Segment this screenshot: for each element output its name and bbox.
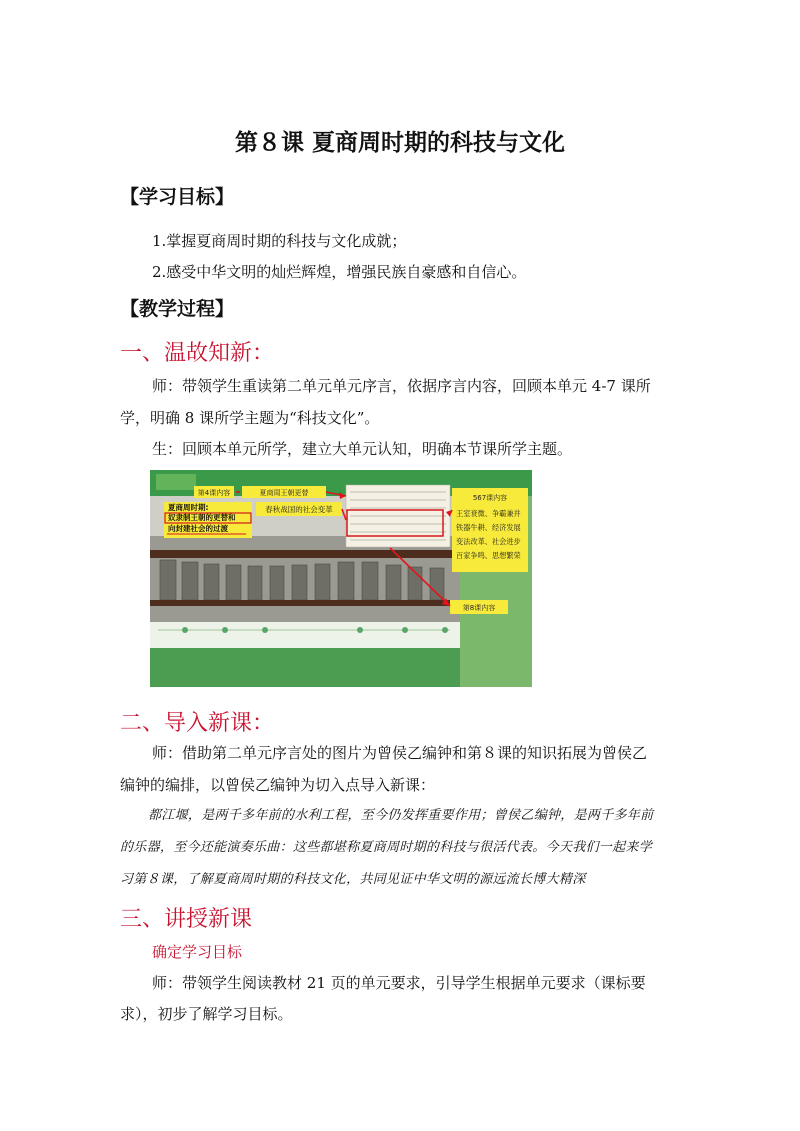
objective-1: 1.掌握夏商周时期的科技与文化成就； [152,232,407,250]
fig-label-567: 567课内容 [472,494,508,502]
fig-label-transition-1: 奴隶制王朝的更替和 [168,513,236,522]
s2-p1-line2: 编钟的编排，以曾侯乙编钟为切入点导入新课： [120,776,436,794]
fig-label-time: 夏商周时期: [168,503,209,512]
fig-label-ch4: 第4课内容 [197,489,231,497]
section-2-heading: 二、导入新课： [120,711,275,736]
fig-567-line-1: 王室衰微、争霸兼并 [456,509,521,518]
fig-label-cq: 春秋战国的社会变革 [265,505,333,514]
quote-line2: 的乐器，至今还能演奏乐曲：这些都堪称夏商周时期的科技与很活代表。今天我们一起来学 [120,840,653,855]
s3-p1-line1: 师：带领学生阅读教材 21 页的单元要求，引导学生根据单元要求（课标要 [152,974,646,992]
s1-p1-line2: 学，明确 8 课所学主题为“科技文化”。 [120,409,380,427]
s1-p1-line1: 师：带领学生重读第二单元单元序言，依据序言内容，回顾本单元 4-7 课所 [152,377,651,395]
fig-label-xsz: 夏商周王朝更替 [259,489,309,497]
fig-567-line-4: 百家争鸣、思想繁荣 [456,551,521,560]
s2-p1-line1: 师：借助第二单元序言处的图片为曾侯乙编钟和第８课的知识拓展为曾侯乙 [152,744,648,762]
s1-p2: 生：回顾本单元所学，建立大单元认知，明确本节课所学主题。 [152,440,573,458]
fig-567-line-2: 铁器牛耕、经济发展 [456,523,521,532]
objectives-heading: 【学习目标】 [120,186,235,208]
page-title: 第８课 夏商周时期的科技与文化 [234,130,565,156]
fig-567-line-3: 变法改革、社会进步 [456,537,521,546]
s3-p1-line2: 求），初步了解学习目标。 [120,1005,293,1023]
unit-preface-figure [150,470,532,687]
section-3-heading: 三、讲授新课 [120,907,253,932]
quote-line3: 习第８课，了解夏商周时期的科技文化，共同见证中华文明的源远流长博大精深 [120,872,586,887]
fig-label-ch8: 第8课内容 [462,604,496,612]
quote-line1: 都江堰，是两千多年前的水利工程，至今仍发挥重要作用；曾侯乙编钟，是两千多年前 [148,808,654,823]
section-1-heading: 一、温故知新： [120,341,275,366]
fig-label-transition-2: 向封建社会的过渡 [168,524,228,533]
s3-subheading: 确定学习目标 [152,943,243,961]
objective-2: 2.感受中华文明的灿烂辉煌，增强民族自豪感和自信心。 [152,263,527,281]
process-heading: 【教学过程】 [120,298,235,320]
